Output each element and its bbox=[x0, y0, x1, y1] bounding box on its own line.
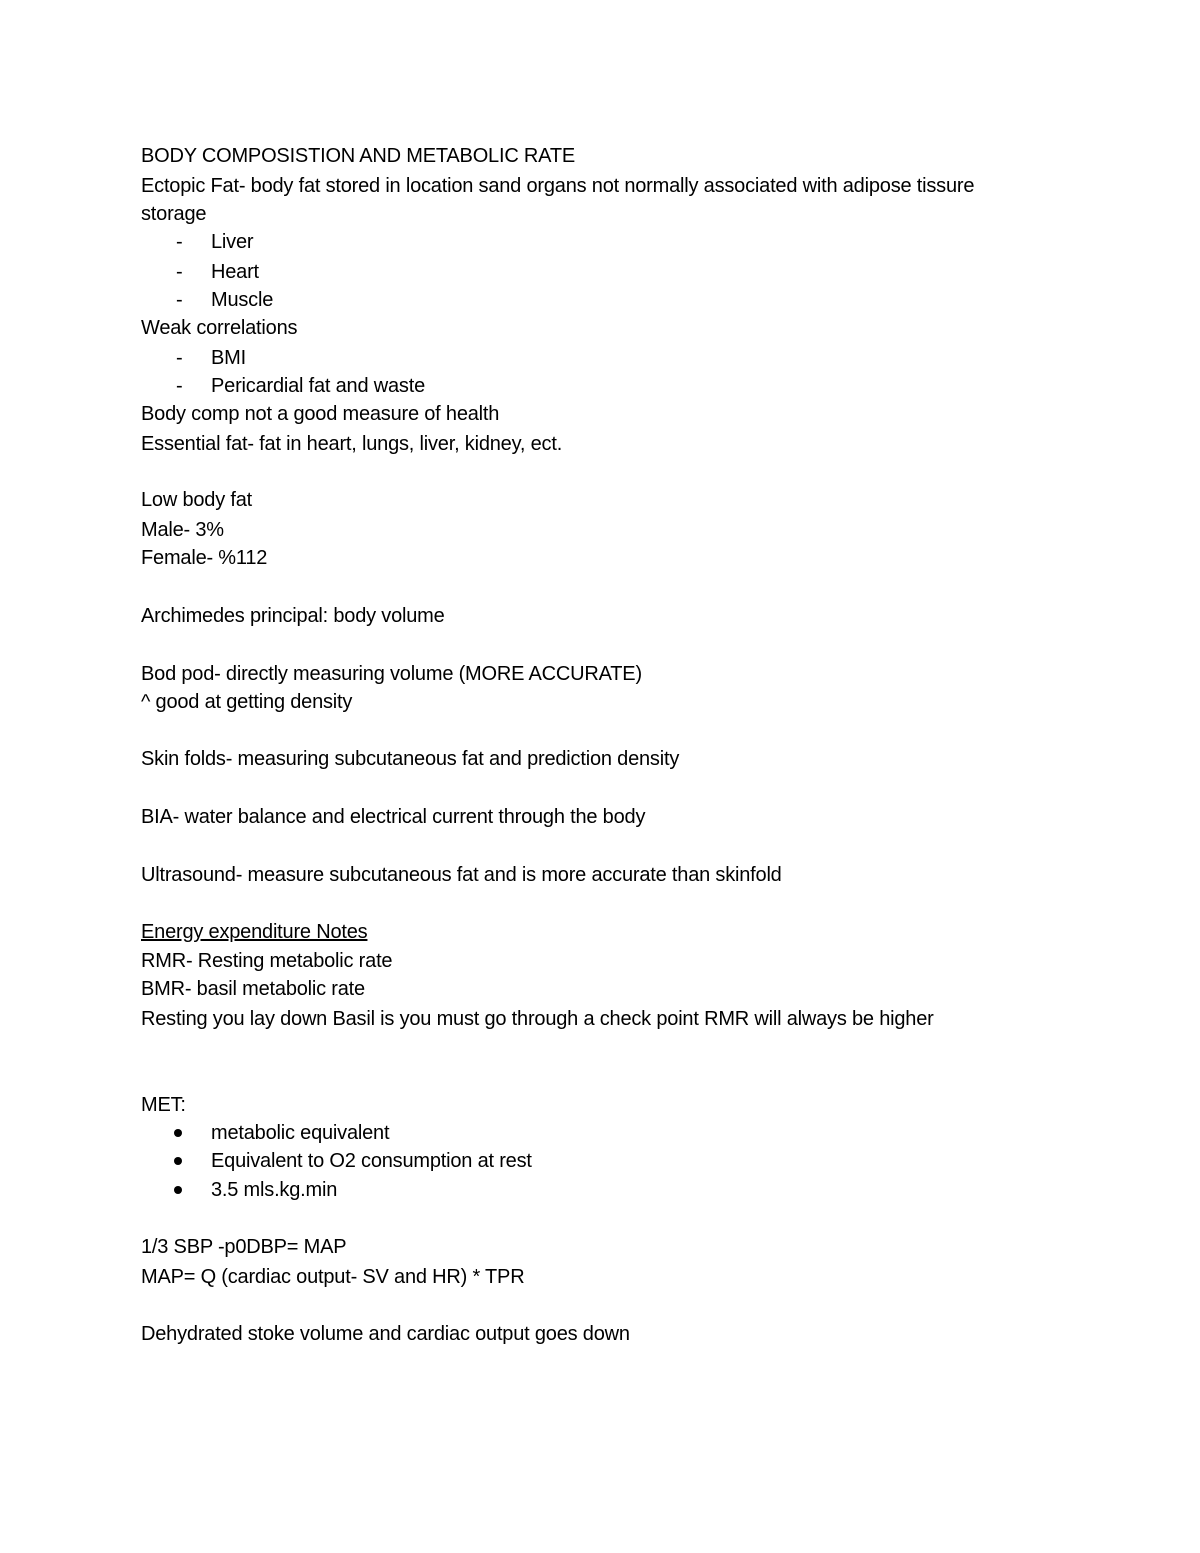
document-title: BODY COMPOSISTION AND METABOLIC RATE bbox=[141, 145, 575, 167]
list-item-bmi: BMI bbox=[211, 347, 246, 369]
male-line: Male- 3% bbox=[141, 519, 224, 541]
dash-marker: - bbox=[176, 231, 183, 253]
met-item-metabolic-equivalent: metabolic equivalent bbox=[211, 1122, 390, 1144]
archimedes-line: Archimedes principal: body volume bbox=[141, 605, 445, 627]
met-item-value: 3.5 mls.kg.min bbox=[211, 1179, 338, 1201]
rmr-line: RMR- Resting metabolic rate bbox=[141, 950, 393, 972]
dash-marker: - bbox=[176, 289, 183, 311]
ectopic-fat-line-1: Ectopic Fat- body fat stored in location sand organs not normally associated with adipose tissure bbox=[141, 175, 975, 197]
low-body-fat-line: Low body fat bbox=[141, 489, 253, 511]
dash-marker: - bbox=[176, 261, 183, 283]
resting-basil-line: Resting you lay down Basil is you must go through a check point RMR will always be higher bbox=[141, 1008, 934, 1030]
skin-folds-line: Skin folds- measuring subcutaneous fat and prediction density bbox=[141, 748, 680, 770]
met-item-o2-consumption: Equivalent to O2 consumption at rest bbox=[211, 1150, 532, 1172]
dash-marker: - bbox=[176, 375, 183, 397]
met-heading: MET: bbox=[141, 1094, 186, 1116]
energy-expenditure-heading: Energy expenditure Notes bbox=[141, 921, 368, 943]
dash-marker: - bbox=[176, 347, 183, 369]
bia-line: BIA- water balance and electrical current through the body bbox=[141, 806, 646, 828]
bullet-icon bbox=[174, 1186, 182, 1194]
bod-pod-line: Bod pod- directly measuring volume (MORE ACCURATE) bbox=[141, 663, 642, 685]
list-item-muscle: Muscle bbox=[211, 289, 274, 311]
ectopic-fat-line-2: storage bbox=[141, 203, 207, 225]
bod-pod-note-line: ^ good at getting density bbox=[141, 691, 353, 713]
map-formula-line-2: MAP= Q (cardiac output- SV and HR) * TPR bbox=[141, 1266, 525, 1288]
dehydrated-line: Dehydrated stoke volume and cardiac output goes down bbox=[141, 1323, 630, 1345]
map-formula-line-1: 1/3 SBP -p0DBP= MAP bbox=[141, 1236, 347, 1258]
bmr-line: BMR- basil metabolic rate bbox=[141, 978, 365, 1000]
weak-correlations-heading: Weak correlations bbox=[141, 317, 298, 339]
ultrasound-line: Ultrasound- measure subcutaneous fat and is more accurate than skinfold bbox=[141, 864, 782, 886]
list-item-pericardial: Pericardial fat and waste bbox=[211, 375, 426, 397]
list-item-liver: Liver bbox=[211, 231, 254, 253]
female-line: Female- %112 bbox=[141, 547, 268, 569]
body-comp-line: Body comp not a good measure of health bbox=[141, 403, 500, 425]
essential-fat-line: Essential fat- fat in heart, lungs, liver, kidney, ect. bbox=[141, 433, 563, 455]
bullet-icon bbox=[174, 1129, 182, 1137]
list-item-heart: Heart bbox=[211, 261, 259, 283]
bullet-icon bbox=[174, 1157, 182, 1165]
